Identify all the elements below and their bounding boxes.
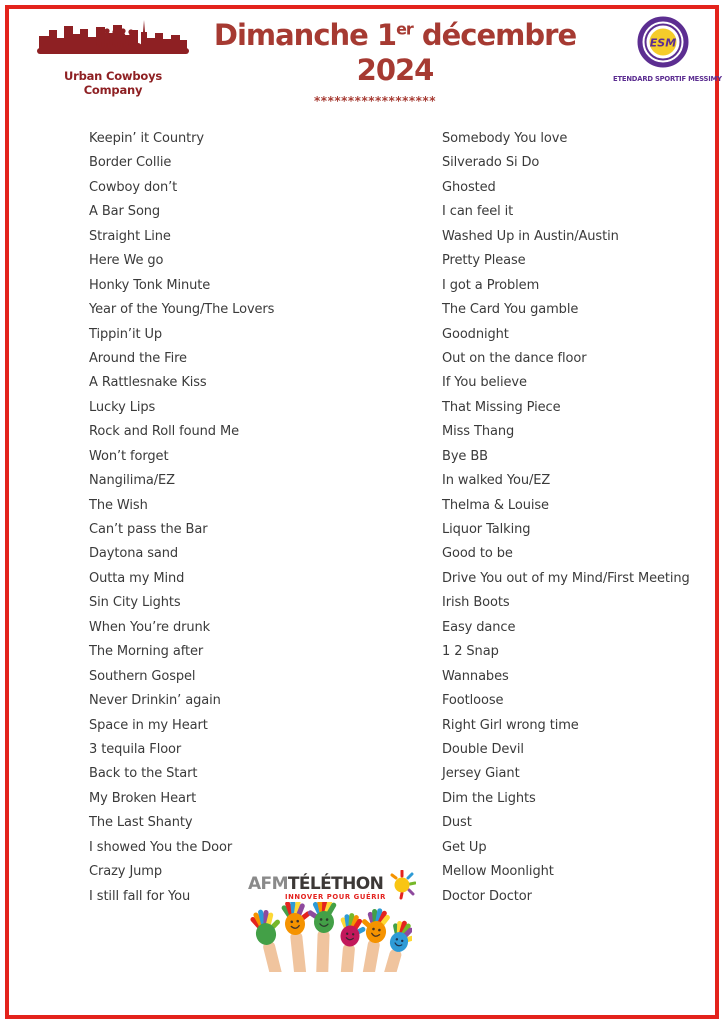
song-item: Get Up xyxy=(442,839,487,855)
song-item: Footloose xyxy=(442,693,504,709)
song-item: When You’re drunk xyxy=(89,619,211,635)
song-item: Around the Fire xyxy=(89,350,187,366)
song-item: Pretty Please xyxy=(442,253,526,269)
afm-brand-text: AFMTÉLÉTHON xyxy=(248,874,384,894)
song-item: Washed Up in Austin/Austin xyxy=(442,228,619,244)
song-item: Wannabes xyxy=(442,668,509,684)
song-item: Easy dance xyxy=(442,619,516,635)
song-item: Here We go xyxy=(89,253,164,269)
song-item: I can feel it xyxy=(442,204,514,220)
song-item: Irish Boots xyxy=(442,595,510,611)
song-item: Daytona sand xyxy=(89,546,179,562)
song-item: Straight Line xyxy=(89,228,171,244)
afm-telethon-logo xyxy=(248,874,416,972)
song-item: Right Girl wrong time xyxy=(442,717,579,733)
song-item: Miss Thang xyxy=(442,424,515,440)
urban-cowboys-logo xyxy=(36,20,190,97)
song-item: Lucky Lips xyxy=(89,399,156,415)
song-item: Good to be xyxy=(442,546,513,562)
song-item: In walked You/EZ xyxy=(442,473,551,489)
song-item: My Broken Heart xyxy=(89,790,197,806)
asterisk-divider: ****************** xyxy=(314,93,436,108)
title-superscript: er xyxy=(396,19,413,39)
song-item: Crazy Jump xyxy=(89,864,163,880)
song-item: Liquor Talking xyxy=(442,522,531,537)
song-item: Goodnight xyxy=(442,326,509,342)
song-item: 1 2 Snap xyxy=(442,644,499,660)
song-item: If You believe xyxy=(442,375,527,391)
sun-icon xyxy=(388,870,416,900)
painted-hands-icon xyxy=(248,902,412,972)
song-item: Somebody You love xyxy=(442,131,568,146)
song-item: Rock and Roll found Me xyxy=(89,424,239,440)
song-item: Border Collie xyxy=(89,155,172,171)
song-item: That Missing Piece xyxy=(442,399,561,415)
song-item: I still fall for You xyxy=(89,888,191,904)
song-item: Mellow Moonlight xyxy=(442,864,554,880)
song-item: Out on the dance floor xyxy=(442,350,587,366)
song-item: The Card You gamble xyxy=(442,302,579,318)
esm-label: ETENDARD SPORTIF MESSIMY xyxy=(613,75,722,83)
song-item: Dim the Lights xyxy=(442,790,536,806)
header xyxy=(180,18,610,108)
esm-circle-badge-icon xyxy=(635,14,691,70)
song-item: Space in my Heart xyxy=(89,717,208,733)
song-item: Tippin’it Up xyxy=(89,326,163,342)
song-item: Cowboy don’t xyxy=(89,179,178,195)
song-item: Thelma & Louise xyxy=(442,497,549,513)
song-item: Jersey Giant xyxy=(442,766,520,782)
song-item: Ghosted xyxy=(442,179,496,195)
song-item: Southern Gospel xyxy=(89,668,196,684)
song-item: Back to the Start xyxy=(89,766,198,782)
song-item: The Morning after xyxy=(89,644,204,660)
song-item: A Bar Song xyxy=(89,204,161,220)
song-column-left xyxy=(89,127,274,909)
page-title: Dimanche 1er décembre 2024 xyxy=(213,18,577,87)
song-item: Nangilima/EZ xyxy=(89,473,175,489)
song-item: A Rattlesnake Kiss xyxy=(89,375,207,391)
song-item: 3 tequila Floor xyxy=(89,741,182,757)
song-item: Doctor Doctor xyxy=(442,888,532,904)
song-item: I got a Problem xyxy=(442,277,540,293)
song-item: Bye BB xyxy=(442,448,488,464)
svg-text:ESM: ESM xyxy=(649,36,677,50)
song-item: Double Devil xyxy=(442,741,524,757)
song-item: Won’t forget xyxy=(89,448,169,464)
song-item: Sin City Lights xyxy=(89,595,181,611)
song-item: Outta my Mind xyxy=(89,570,185,586)
esm-logo xyxy=(613,14,722,83)
song-item: I showed You the Door xyxy=(89,839,233,855)
afm-tagline: INNOVER POUR GUÉRIR xyxy=(284,893,386,901)
song-item: Honky Tonk Minute xyxy=(89,277,211,293)
song-item: Dust xyxy=(442,815,472,831)
urban-cowboys-label: Urban Cowboys Company xyxy=(63,69,163,97)
city-skyline-dancers-icon xyxy=(37,20,189,64)
song-item: Silverado Si Do xyxy=(442,155,540,171)
song-item: The Wish xyxy=(89,497,148,513)
song-item: Can’t pass the Bar xyxy=(89,522,208,537)
song-item: The Last Shanty xyxy=(89,815,193,831)
song-item: Never Drinkin’ again xyxy=(89,693,221,709)
song-item: Drive You out of my Mind/First Meeting xyxy=(442,570,690,586)
song-item: Year of the Young/The Lovers xyxy=(89,302,275,318)
song-item: Keepin’ it Country xyxy=(89,131,204,146)
song-column-right xyxy=(442,127,690,909)
